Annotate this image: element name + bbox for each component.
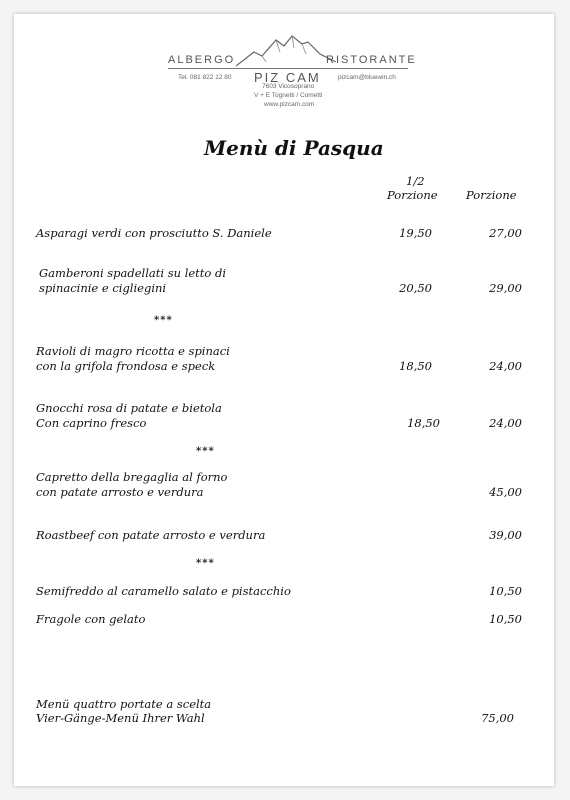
item-line: con la grifola frondosa e speck — [36, 359, 216, 373]
col-full: Porzione — [466, 188, 517, 202]
col-half-line2: Porzione — [387, 188, 438, 202]
item-full-price: 45,00 — [489, 485, 522, 499]
header-owners: V + E Tognetti / Cometti — [254, 92, 323, 99]
header-address: 7603 Vicosoprano — [262, 83, 315, 90]
item-full-price: 29,00 — [489, 281, 522, 295]
set-menu-line: Vier-Gänge-Menü Ihrer Wahl — [36, 711, 205, 725]
item-full-price: 10,50 — [489, 584, 522, 598]
item-full-price: 24,00 — [489, 416, 522, 430]
item-line: Fragole con gelato — [36, 612, 146, 626]
item-half-price: 18,50 — [407, 416, 440, 430]
item-half-price: 20,50 — [399, 281, 432, 295]
header-phone: Tel. 081 822 12 80 — [178, 74, 232, 81]
item-full-price: 10,50 — [489, 612, 522, 626]
item-line: Capretto della bregaglia al forno — [36, 470, 228, 484]
item-line: Asparagi verdi con prosciutto S. Daniele — [36, 226, 272, 240]
item-line: Ravioli di magro ricotta e spinaci — [36, 344, 230, 358]
header-brand: PIZ CAM — [254, 70, 321, 85]
col-half-line1: 1/2 — [406, 174, 425, 188]
header-rule — [168, 68, 408, 69]
header-email: pizcam@bluewin.ch — [338, 74, 396, 81]
item-line: Roastbeef con patate arrosto e verdura — [36, 528, 266, 542]
header-ristorante: RISTORANTE — [326, 54, 417, 66]
mountain-logo-icon — [236, 30, 336, 70]
item-full-price: 24,00 — [489, 359, 522, 373]
set-menu-line: Menü quattro portate a scelta — [36, 697, 212, 711]
header-albergo: ALBERGO — [168, 54, 236, 66]
item-line: con patate arrosto e verdura — [36, 485, 204, 499]
item-half-price: 18,50 — [399, 359, 432, 373]
course-separator: *** — [154, 315, 173, 326]
set-menu-price: 75,00 — [481, 711, 514, 725]
header-website: www.pizcam.com — [264, 101, 315, 108]
item-half-price: 19,50 — [399, 226, 432, 240]
course-separator: *** — [196, 558, 215, 569]
item-line: spinacinie e cigliegini — [39, 281, 167, 295]
menu-page — [14, 14, 554, 786]
course-separator: *** — [196, 446, 215, 457]
item-line: Gamberoni spadellati su letto di — [39, 266, 227, 280]
item-full-price: 39,00 — [489, 528, 522, 542]
item-line: Semifreddo al caramello salato e pistacchio — [36, 584, 291, 598]
item-line: Con caprino fresco — [36, 416, 147, 430]
item-full-price: 27,00 — [489, 226, 522, 240]
item-line: Gnocchi rosa di patate e bietola — [36, 401, 222, 415]
menu-title: Menù di Pasqua — [204, 136, 384, 160]
